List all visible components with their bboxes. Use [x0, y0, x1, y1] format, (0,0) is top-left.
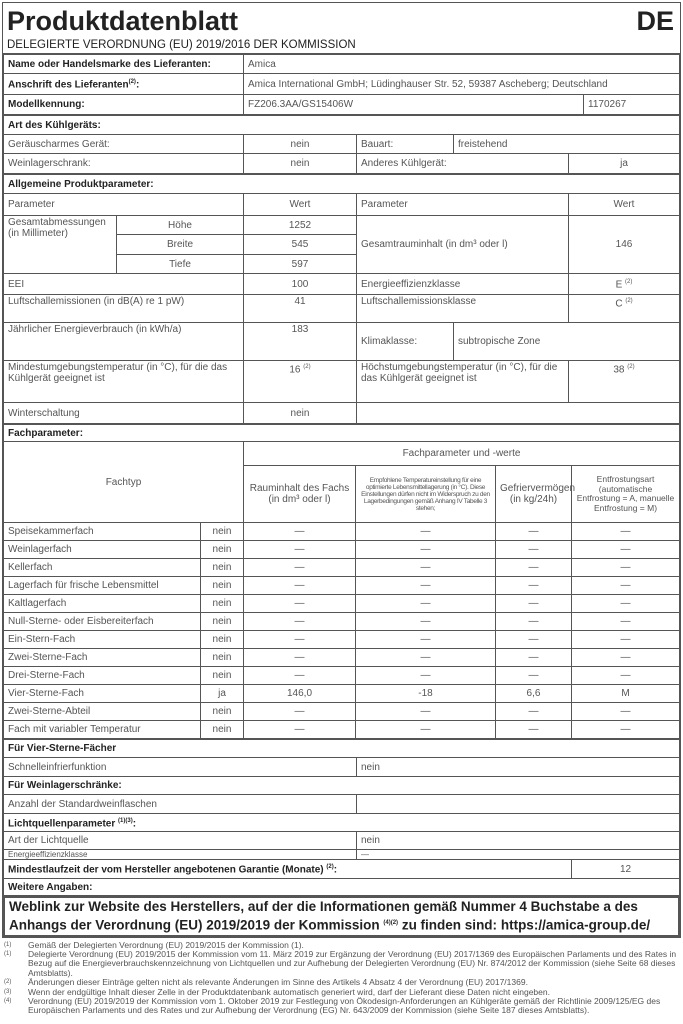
winter-value: nein	[244, 403, 357, 424]
value-header-2: Wert	[569, 194, 680, 216]
other-appliance-label: Anderes Kühlgerät:	[357, 154, 569, 174]
compartment-row	[4, 721, 680, 739]
language-code: DE	[636, 6, 674, 36]
volume-label: Gesamtrauminhalt (in dm³ oder l)	[357, 216, 569, 274]
compartment-freeze: —	[496, 595, 572, 613]
compartment-temp: —	[356, 577, 496, 595]
compartment-row	[4, 667, 680, 685]
light-class-label: Energieeffizienzklasse	[4, 850, 357, 860]
compartment-temp: —	[356, 703, 496, 721]
compartment-present: ja	[201, 685, 244, 703]
footnote-text: Gemäß der Delegierten Verordnung (EU) 2019/2015 der Kommission (1).	[28, 939, 304, 950]
annual-energy-value: 183	[244, 323, 357, 361]
bottles-value	[357, 795, 680, 814]
compartment-row	[4, 595, 680, 613]
footnote-number: (4)	[4, 997, 12, 1004]
compartment-present: nein	[201, 577, 244, 595]
compartment-defrost: M	[572, 685, 680, 703]
general-parameters-table	[3, 174, 680, 424]
compartment-freeze: 6,6	[496, 685, 572, 703]
value-header: Wert	[244, 194, 357, 216]
footnote-text: Wenn der endgültige Inhalt dieser Zelle in der Produktdatenbank automatisch generiert wird, darf der Lieferant diese Daten nicht eingeben.	[28, 986, 550, 997]
compartment-volume: —	[244, 595, 356, 613]
compartment-present: nein	[201, 523, 244, 541]
compartment-temp: —	[356, 595, 496, 613]
compartment-type-header: Fachtyp	[4, 442, 244, 523]
compartment-name: Ein-Stern-Fach	[4, 631, 201, 649]
compartment-row	[4, 685, 680, 703]
light-type-label: Art der Lichtquelle	[4, 832, 357, 850]
compartment-freeze: —	[496, 541, 572, 559]
other-appliance-value: ja	[569, 154, 680, 174]
section-compartments: Fachparameter:	[4, 425, 680, 442]
compartment-temp: —	[356, 721, 496, 739]
noise-class-value: C $^{(2)}$	[569, 295, 680, 323]
compartment-row	[4, 613, 680, 631]
manufacturer-link[interactable]: https://amica-group.de/	[500, 917, 651, 933]
compartment-freeze: —	[496, 613, 572, 631]
model-label: Modellkennung:	[4, 95, 244, 115]
footnote-text: Verordnung (EU) 2019/2019 der Kommission vom 1. Oktober 2019 zur Festlegung von Ökodesign-Anforderungen an Kühlgeräte gemäß der Richtlinie 2009/125/EG des Europäischen Parlaments und des Rates und zur Aufhebung der Verordnung (EG) Nr. 643/2009 der Kommission (siehe Seite 187 dieses Amtsblatts).	[28, 995, 661, 1016]
supplier-name: Amica	[244, 55, 680, 74]
noise-label: Luftschallemissionen (in dB(A) re 1 pW)	[4, 295, 244, 323]
compartment-defrost: —	[572, 559, 680, 577]
compartment-name: Drei-Sterne-Fach	[4, 667, 201, 685]
compartment-present: nein	[201, 559, 244, 577]
compartment-name: Null-Sterne- oder Eisbereiterfach	[4, 613, 201, 631]
compartment-freeze: —	[496, 667, 572, 685]
regulation-subtitle: DELEGIERTE VERORDNUNG (EU) 2019/2016 DER KOMMISSION	[3, 39, 680, 54]
appliance-type-table	[3, 115, 680, 174]
compartment-volume: —	[244, 703, 356, 721]
dimensions-label: Gesamtabmessungen (in Millimeter)	[4, 216, 117, 274]
light-type-value: nein	[357, 832, 680, 850]
compartment-temp: —	[356, 667, 496, 685]
compartment-defrost: —	[572, 595, 680, 613]
compartment-row	[4, 523, 680, 541]
compartment-freeze: —	[496, 523, 572, 541]
section-wine-cabinets: Für Weinlagerschränke:	[4, 777, 680, 795]
compartment-temp: —	[356, 613, 496, 631]
depth-label: Tiefe	[117, 255, 244, 274]
annual-energy-label: Jährlicher Energieverbrauch (in kWh/a)	[4, 323, 244, 361]
compartment-present: nein	[201, 631, 244, 649]
compartment-defrost: —	[572, 523, 680, 541]
compartment-volume: —	[244, 667, 356, 685]
compartment-temp: —	[356, 541, 496, 559]
compartment-freeze: —	[496, 649, 572, 667]
noise-value: 41	[244, 295, 357, 323]
footnote-text: Änderungen dieser Einträge gelten nicht als relevante Änderungen im Sinne des Artikels 4 Absatz 4 der Verordnung (EU) 2017/1369.	[28, 977, 528, 988]
compartment-row	[4, 703, 680, 721]
compartment-row	[4, 541, 680, 559]
compartment-name: Zwei-Sterne-Fach	[4, 649, 201, 667]
compartment-name: Kellerfach	[4, 559, 201, 577]
compartment-row	[4, 559, 680, 577]
compartments-table	[3, 424, 680, 739]
compartment-present: nein	[201, 541, 244, 559]
compartment-defrost: —	[572, 649, 680, 667]
footnote-number: (2)	[4, 979, 12, 986]
warranty-value: 12	[572, 860, 680, 879]
compartment-volume: —	[244, 631, 356, 649]
compartment-volume: 146,0	[244, 685, 356, 703]
compartment-freeze: —	[496, 577, 572, 595]
footnotes	[4, 941, 679, 1016]
empty-cell	[357, 403, 680, 424]
compartment-volume: —	[244, 541, 356, 559]
quiet-label: Geräuscharmes Gerät:	[4, 135, 244, 154]
temp-col-header: Empfohlene Temperatureinstellung für eine optimierte Lebensmittellagerung (in °C). Diese Einstellungen dürfen nicht im Widerspruch zu den Lagerbedingungen gemäß Anhang IV Tabelle 3 stehen;	[356, 466, 496, 523]
supplier-address-label: Anschrift des Lieferanten$^{(2)}$:	[4, 74, 244, 95]
fast-freeze-label: Schnelleinfrierfunktion	[4, 758, 357, 777]
min-temp-label: Mindestumgebungstemperatur (in °C), für die das Kühlgerät geeignet ist	[4, 361, 244, 403]
compartment-present: nein	[201, 595, 244, 613]
compartment-name: Vier-Sterne-Fach	[4, 685, 201, 703]
depth-value: 597	[244, 255, 357, 274]
compartment-temp: -18	[356, 685, 496, 703]
footnote-number: (1)	[4, 950, 12, 957]
compartment-name: Weinlagerfach	[4, 541, 201, 559]
compartment-present: nein	[201, 613, 244, 631]
footnote	[4, 950, 679, 978]
build-value: freistehend	[454, 135, 680, 154]
footnote-number: (1)	[4, 941, 12, 948]
build-label: Bauart:	[357, 135, 454, 154]
compartment-temp: —	[356, 649, 496, 667]
compartment-freeze: —	[496, 703, 572, 721]
section-light: Lichtquellenparameter $^{(1)(3)}$:	[4, 814, 680, 832]
supplier-table	[3, 54, 680, 115]
compartment-defrost: —	[572, 577, 680, 595]
compartment-present: nein	[201, 703, 244, 721]
compartment-defrost: —	[572, 631, 680, 649]
title-text: Produktdatenblatt	[7, 6, 239, 36]
compartment-present: nein	[201, 649, 244, 667]
bottles-label: Anzahl der Standardweinflaschen	[4, 795, 357, 814]
max-temp-label: Höchstumgebungstemperatur (in °C), für die das Kühlgerät geeignet ist	[357, 361, 569, 403]
compartment-name: Lagerfach für frische Lebensmittel	[4, 577, 201, 595]
model-number: 1170267	[584, 95, 680, 115]
energy-class-value: E $^{(2)}$	[569, 274, 680, 295]
section-four-star: Für Vier-Sterne-Fächer	[4, 740, 680, 758]
section-more: Weitere Angaben:	[4, 879, 680, 896]
defrost-col-header: Entfrostungsart (automatische Entfrostung = A, manuelle Entfrostung = M)	[572, 466, 680, 523]
height-label: Höhe	[117, 216, 244, 235]
compartment-name: Kaltlagerfach	[4, 595, 201, 613]
compartment-row	[4, 577, 680, 595]
compartment-volume: —	[244, 577, 356, 595]
quiet-value: nein	[244, 135, 357, 154]
climate-class-label: Klimaklasse:	[357, 323, 454, 361]
compartment-freeze: —	[496, 559, 572, 577]
compartment-freeze: —	[496, 721, 572, 739]
eei-value: 100	[244, 274, 357, 295]
compartment-defrost: —	[572, 721, 680, 739]
compartment-volume: —	[244, 649, 356, 667]
compartment-present: nein	[201, 721, 244, 739]
width-label: Breite	[117, 235, 244, 255]
light-class-value: —	[357, 850, 680, 860]
winter-label: Winterschaltung	[4, 403, 244, 424]
min-temp-value: 16 $^{(2)}$	[244, 361, 357, 403]
product-data-sheet	[2, 2, 681, 938]
supplier-address: Amica International GmbH; Lüdinghauser Str. 52, 59387 Ascheberg; Deutschland	[244, 74, 680, 95]
compartment-temp: —	[356, 559, 496, 577]
compartment-defrost: —	[572, 541, 680, 559]
compartment-name: Speisekammerfach	[4, 523, 201, 541]
compartment-temp: —	[356, 523, 496, 541]
model-id: FZ206.3AA/GS15406W	[244, 95, 584, 115]
volume-col-header: Rauminhalt des Fachs (in dm³ oder l)	[244, 466, 356, 523]
fast-freeze-value: nein	[357, 758, 680, 777]
wine-cabinet-label: Weinlagerschrank:	[4, 154, 244, 174]
footnote-number: (3)	[4, 988, 12, 995]
page-title	[3, 3, 680, 39]
param-header-2: Parameter	[357, 194, 569, 216]
energy-class-label: Energieeffizienzklasse	[357, 274, 569, 295]
compartment-row	[4, 631, 680, 649]
compartment-volume: —	[244, 523, 356, 541]
weblink-table	[3, 896, 680, 937]
climate-class-value: subtropische Zone	[454, 323, 680, 361]
compartment-params-header: Fachparameter und -werte	[244, 442, 680, 466]
compartment-defrost: —	[572, 667, 680, 685]
max-temp-value: 38 $^{(2)}$	[569, 361, 680, 403]
compartment-defrost: —	[572, 613, 680, 631]
param-header: Parameter	[4, 194, 244, 216]
section-appliance-type: Art des Kühlgeräts:	[4, 116, 680, 135]
freeze-col-header: Gefriervermögen (in kg/24h)	[496, 466, 572, 523]
noise-class-label: Luftschallemissionsklasse	[357, 295, 569, 323]
weblink-text: Weblink zur Website des Herstellers, auf der die Informationen gemäß Nummer 4 Buchstabe a des Anhangs der Verordnung (EU) 2019/2019 der Kommission $^{(4)(2)}$ zu finden sind: https://amica-group.de/	[4, 897, 679, 936]
compartment-name: Fach mit variabler Temperatur	[4, 721, 201, 739]
compartment-freeze: —	[496, 631, 572, 649]
volume-value: 146	[569, 216, 680, 274]
width-value: 545	[244, 235, 357, 255]
supplier-name-label: Name oder Handelsmarke des Lieferanten:	[4, 55, 244, 74]
compartment-volume: —	[244, 721, 356, 739]
compartment-temp: —	[356, 631, 496, 649]
section-general: Allgemeine Produktparameter:	[4, 175, 680, 194]
compartment-name: Zwei-Sterne-Abteil	[4, 703, 201, 721]
wine-cabinet-value: nein	[244, 154, 357, 174]
compartment-volume: —	[244, 559, 356, 577]
extra-parameters-table	[3, 739, 680, 896]
footnote	[4, 997, 679, 1016]
eei-label: EEI	[4, 274, 244, 295]
footnote-text: Delegierte Verordnung (EU) 2019/2015 der Kommission vom 11. März 2019 zur Ergänzung der Verordnung (EU) 2017/1369 des Europäischen Parlaments und des Rates in Bezug auf die Energieverbrauchskennzeichnung von Lichtquellen und zur Aufhebung der Delegierten Verordnung (EU) Nr. 874/2012 der Kommission (siehe Seite 68 dieses Amtsblatts).	[28, 948, 677, 978]
warranty-label: Mindestlaufzeit der vom Hersteller angebotenen Garantie (Monate) $^{(2)}$:	[4, 860, 572, 879]
compartment-present: nein	[201, 667, 244, 685]
compartment-row	[4, 649, 680, 667]
compartment-volume: —	[244, 613, 356, 631]
height-value: 1252	[244, 216, 357, 235]
compartment-defrost: —	[572, 703, 680, 721]
